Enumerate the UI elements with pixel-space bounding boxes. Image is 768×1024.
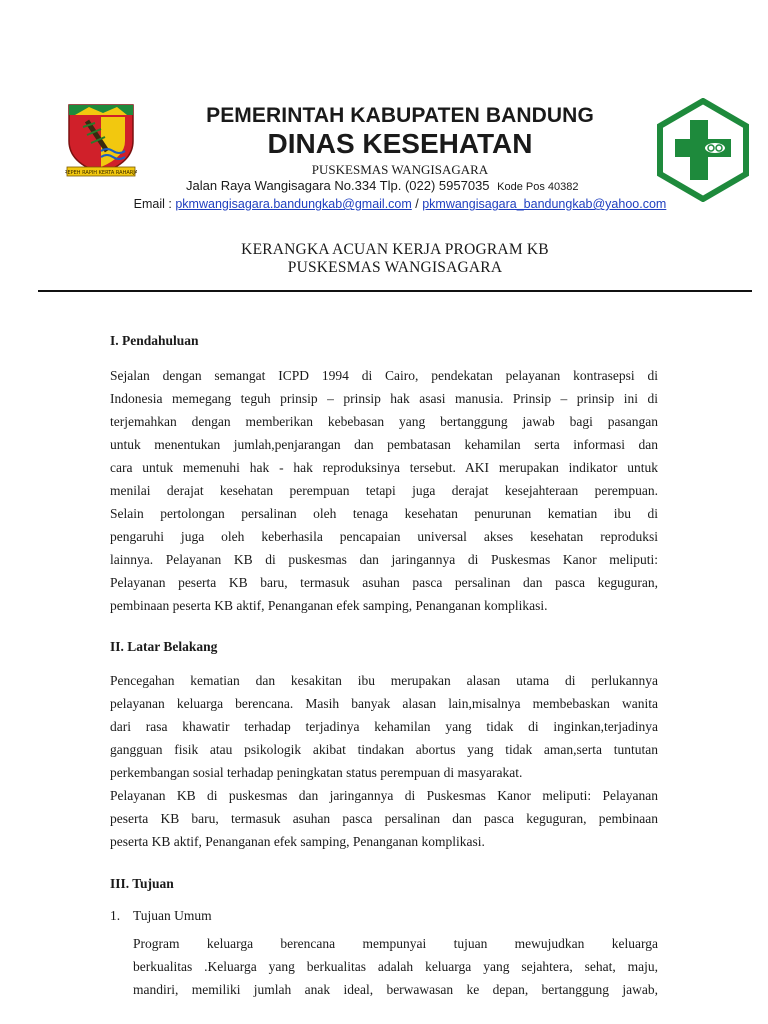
email-yahoo-link[interactable]: pkmwangisagara_bandungkab@yahoo.com [422,197,667,211]
paragraph-line: lainnya. Pelayanan KB di puskesmas dan jaringannya di Puskesmas Kanor meliputi: [110,552,658,567]
paragraph-line: cara untuk memenuhi hak - hak reproduksinya tersebut. AKI merupakan indikator untuk [110,460,658,475]
paragraph-line: Selain pertolongan persalinan oleh tenaga kesehatan penurunan kematian ibu di [110,506,658,521]
kabupaten-bandung-crest-logo [65,97,137,179]
email-separator: / [411,197,423,211]
address-line [186,178,686,193]
paragraph-line: menilai derajat kesehatan perempuan tetapi juga derajat kesejahteraan perempuan. [110,483,658,498]
document-title [160,241,630,277]
list-item-title: Tujuan Umum [133,908,212,923]
paragraph-line: Pelayanan KB di puskesmas dan jaringannya di Puskesmas Kanor meliputi: Pelayanan [110,788,658,803]
paragraph-line: berkualitas .Keluarga yang berkualitas adalah keluarga yang sejahtera, sehat, maju, [133,959,658,974]
document-title-line-1: KERANGKA ACUAN KERJA PROGRAM KB [241,241,549,258]
list-number: 1. [110,908,121,923]
paragraph-line: perkembangan sosial terhadap peningkatan status perempuan di masyarakat. [110,765,523,780]
paragraph-line: Indonesia memegang teguh prinsip – prinsip hak asasi manusia. Prinsip – prinsip ini di [110,391,658,406]
section-heading-goals: III. Tujuan [110,876,174,891]
email-label: Email : [133,197,176,211]
crest-motto: REPEH RAPIH KERTA RAHARJA [65,170,137,176]
paragraph-line: Pencegahan kematian dan kesakitan ibu merupakan alasan utama di perlukannya [110,673,658,688]
paragraph-line: Program keluarga berencana mempunyai tujuan mewujudkan keluarga [133,936,658,951]
paragraph-line: pelayanan keluarga berencana. Masih banyak alasan lain,misalnya membebaskan wanita [110,696,658,711]
general-goal-paragraph [133,932,658,1001]
document-title-line-2: PUSKESMAS WANGISAGARA [287,259,503,276]
email-gmail-link[interactable]: pkmwangisagara.bandungkab@gmail.com [175,197,412,211]
paragraph-line: Pelayanan peserta KB baru, termasuk asuhan pasca persalinan dan pasca keguguran, [110,575,658,590]
government-name: PEMERINTAH KABUPATEN BANDUNG [206,104,594,127]
paragraph-line: dari rasa khawatir terhadap terjadinya kehamilan yang tidak di inginkan,terjadinya [110,719,658,734]
email-line [80,197,720,211]
paragraph-line: Sejalan dengan semangat ICPD 1994 di Cairo, pendekatan pelayanan kontrasepsi di [110,368,658,383]
puskesmas-name: PUSKESMAS WANGISAGARA [311,162,489,177]
paragraph-line: mandiri, memiliki jumlah anak ideal, berwawasan ke depan, bertanggung jawab, [133,982,658,997]
section-heading-intro: I. Pendahuluan [110,333,199,348]
paragraph-line: peserta KB aktif, Penanganan efek samping, Penanganan komplikasi. [110,834,485,849]
agency-name: DINAS KESEHATAN [267,128,533,159]
paragraph-line: pengaruhi juga oleh keberhasila pencapaian universal akses kesehatan reproduksi [110,529,658,544]
postal-code: Kode Pos 40382 [497,181,579,193]
paragraph-line: peserta KB baru, termasuk asuhan pasca persalinan dan pasca keguguran, pembinaan [110,811,658,826]
intro-paragraph [110,364,658,617]
paragraph-line: gangguan fisik atau psikologik akibat tindakan abortus yang tidak aman,serta tuntutan [110,742,658,757]
paragraph-line: untuk menentukan jumlah,penjarangan dan pembatasan kehamilan serta informasi dan [110,437,658,452]
paragraph-line: terjemahkan dengan memberikan kebebasan yang bertanggung jawab bagi pasangan [110,414,658,429]
address-text: Jalan Raya Wangisagara No.334 Tlp. (022) 5957035 [186,178,490,193]
header-divider [38,290,752,292]
paragraph-line: pembinaan peserta KB aktif, Penanganan efek samping, Penanganan komplikasi. [110,598,548,613]
section-heading-background: II. Latar Belakang [110,639,218,654]
background-paragraph [110,669,658,853]
